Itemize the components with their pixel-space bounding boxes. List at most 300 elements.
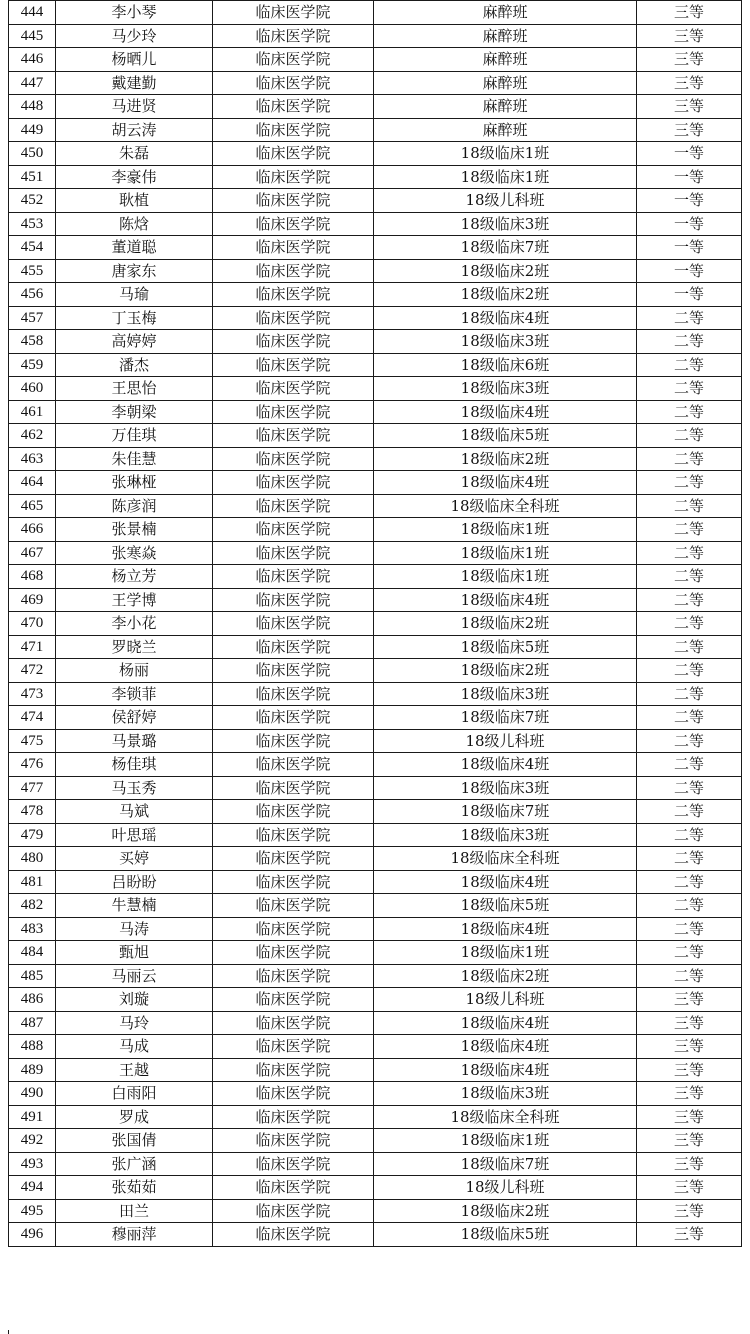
row-number-cell: 489 [9, 1058, 56, 1082]
class-cell: 18级临床1班 [374, 142, 637, 166]
college-cell: 临床医学院 [213, 870, 374, 894]
student-name-cell: 穆丽萍 [56, 1223, 213, 1247]
row-number-cell: 483 [9, 917, 56, 941]
class-cell: 18级临床1班 [374, 518, 637, 542]
table-row [9, 118, 742, 142]
class-cell: 18级临床4班 [374, 1058, 637, 1082]
table-row [9, 71, 742, 95]
table-row [9, 1058, 742, 1082]
award-grade-cell: 二等 [637, 753, 742, 777]
award-grade-cell: 二等 [637, 635, 742, 659]
student-name-cell: 万佳琪 [56, 424, 213, 448]
student-name-cell: 张茹茹 [56, 1176, 213, 1200]
student-name-cell: 朱佳慧 [56, 447, 213, 471]
college-cell: 临床医学院 [213, 400, 374, 424]
student-name-cell: 马进贤 [56, 95, 213, 119]
college-cell: 临床医学院 [213, 377, 374, 401]
table-row [9, 1082, 742, 1106]
table-row [9, 494, 742, 518]
award-grade-cell: 一等 [637, 142, 742, 166]
row-number-cell: 482 [9, 894, 56, 918]
award-grade-cell: 三等 [637, 1082, 742, 1106]
table-row [9, 377, 742, 401]
table-row [9, 612, 742, 636]
college-cell: 临床医学院 [213, 494, 374, 518]
award-grade-cell: 二等 [637, 800, 742, 824]
student-name-cell: 李小琴 [56, 1, 213, 25]
student-name-cell: 买婷 [56, 847, 213, 871]
row-number-cell: 472 [9, 659, 56, 683]
class-cell: 18级临床3班 [374, 330, 637, 354]
student-name-cell: 马斌 [56, 800, 213, 824]
student-name-cell: 王学博 [56, 588, 213, 612]
award-grade-cell: 三等 [637, 1, 742, 25]
student-name-cell: 马玉秀 [56, 776, 213, 800]
award-grade-cell: 二等 [637, 588, 742, 612]
class-cell: 18级临床3班 [374, 377, 637, 401]
award-grade-cell: 一等 [637, 283, 742, 307]
class-cell: 18级临床7班 [374, 706, 637, 730]
table-row [9, 447, 742, 471]
class-cell: 18级临床7班 [374, 1152, 637, 1176]
table-row [9, 518, 742, 542]
student-name-cell: 刘璇 [56, 988, 213, 1012]
college-cell: 临床医学院 [213, 212, 374, 236]
row-number-cell: 478 [9, 800, 56, 824]
class-cell: 18级临床4班 [374, 306, 637, 330]
table-row [9, 588, 742, 612]
class-cell: 18级临床5班 [374, 424, 637, 448]
award-roster-table [8, 0, 742, 1247]
award-grade-cell: 二等 [637, 823, 742, 847]
college-cell: 临床医学院 [213, 142, 374, 166]
row-number-cell: 452 [9, 189, 56, 213]
row-number-cell: 463 [9, 447, 56, 471]
student-name-cell: 李豪伟 [56, 165, 213, 189]
class-cell: 18级临床3班 [374, 823, 637, 847]
award-roster-sheet [8, 0, 736, 1247]
student-name-cell: 王思怡 [56, 377, 213, 401]
table-row [9, 964, 742, 988]
college-cell: 临床医学院 [213, 1199, 374, 1223]
college-cell: 临床医学院 [213, 1129, 374, 1153]
row-number-cell: 464 [9, 471, 56, 495]
row-number-cell: 457 [9, 306, 56, 330]
award-grade-cell: 二等 [637, 964, 742, 988]
class-cell: 麻醉班 [374, 95, 637, 119]
table-row [9, 776, 742, 800]
student-name-cell: 胡云涛 [56, 118, 213, 142]
college-cell: 临床医学院 [213, 330, 374, 354]
student-name-cell: 叶思瑶 [56, 823, 213, 847]
student-name-cell: 朱磊 [56, 142, 213, 166]
college-cell: 临床医学院 [213, 353, 374, 377]
award-grade-cell: 二等 [637, 729, 742, 753]
student-name-cell: 董道聪 [56, 236, 213, 260]
row-number-cell: 467 [9, 541, 56, 565]
college-cell: 临床医学院 [213, 71, 374, 95]
student-name-cell: 张广涵 [56, 1152, 213, 1176]
class-cell: 麻醉班 [374, 71, 637, 95]
college-cell: 临床医学院 [213, 612, 374, 636]
award-grade-cell: 二等 [637, 400, 742, 424]
row-number-cell: 475 [9, 729, 56, 753]
college-cell: 临床医学院 [213, 964, 374, 988]
student-name-cell: 甄旭 [56, 941, 213, 965]
college-cell: 临床医学院 [213, 1035, 374, 1059]
college-cell: 临床医学院 [213, 1082, 374, 1106]
class-cell: 麻醉班 [374, 118, 637, 142]
award-grade-cell: 一等 [637, 189, 742, 213]
table-row [9, 1176, 742, 1200]
table-row [9, 283, 742, 307]
class-cell: 18级临床3班 [374, 1082, 637, 1106]
award-grade-cell: 二等 [637, 471, 742, 495]
award-grade-cell: 三等 [637, 1058, 742, 1082]
student-name-cell: 马少玲 [56, 24, 213, 48]
award-grade-cell: 二等 [637, 565, 742, 589]
table-row [9, 823, 742, 847]
class-cell: 18级临床7班 [374, 236, 637, 260]
row-number-cell: 487 [9, 1011, 56, 1035]
table-row [9, 917, 742, 941]
class-cell: 18级临床2班 [374, 659, 637, 683]
college-cell: 临床医学院 [213, 776, 374, 800]
award-grade-cell: 三等 [637, 71, 742, 95]
award-grade-cell: 二等 [637, 330, 742, 354]
table-row [9, 259, 742, 283]
row-number-cell: 470 [9, 612, 56, 636]
row-number-cell: 494 [9, 1176, 56, 1200]
student-name-cell: 杨佳琪 [56, 753, 213, 777]
class-cell: 18级临床2班 [374, 283, 637, 307]
college-cell: 临床医学院 [213, 118, 374, 142]
student-name-cell: 罗晓兰 [56, 635, 213, 659]
class-cell: 18级儿科班 [374, 189, 637, 213]
class-cell: 18级临床4班 [374, 917, 637, 941]
award-grade-cell: 三等 [637, 95, 742, 119]
class-cell: 18级临床5班 [374, 1223, 637, 1247]
college-cell: 临床医学院 [213, 24, 374, 48]
student-name-cell: 马丽云 [56, 964, 213, 988]
student-name-cell: 张寒焱 [56, 541, 213, 565]
class-cell: 麻醉班 [374, 24, 637, 48]
award-grade-cell: 二等 [637, 870, 742, 894]
student-name-cell: 张琳桠 [56, 471, 213, 495]
table-row [9, 306, 742, 330]
row-number-cell: 496 [9, 1223, 56, 1247]
award-grade-cell: 三等 [637, 1223, 742, 1247]
college-cell: 临床医学院 [213, 800, 374, 824]
college-cell: 临床医学院 [213, 518, 374, 542]
student-name-cell: 白雨阳 [56, 1082, 213, 1106]
row-number-cell: 456 [9, 283, 56, 307]
award-grade-cell: 三等 [637, 118, 742, 142]
student-name-cell: 马涛 [56, 917, 213, 941]
class-cell: 18级临床3班 [374, 212, 637, 236]
table-row [9, 1223, 742, 1247]
class-cell: 18级临床4班 [374, 588, 637, 612]
student-name-cell: 丁玉梅 [56, 306, 213, 330]
row-number-cell: 479 [9, 823, 56, 847]
college-cell: 临床医学院 [213, 682, 374, 706]
college-cell: 临床医学院 [213, 588, 374, 612]
row-number-cell: 447 [9, 71, 56, 95]
table-row [9, 682, 742, 706]
table-row [9, 706, 742, 730]
table-row [9, 1129, 742, 1153]
award-grade-cell: 二等 [637, 447, 742, 471]
row-number-cell: 444 [9, 1, 56, 25]
row-number-cell: 455 [9, 259, 56, 283]
row-number-cell: 474 [9, 706, 56, 730]
class-cell: 18级临床4班 [374, 870, 637, 894]
award-grade-cell: 二等 [637, 847, 742, 871]
table-row [9, 48, 742, 72]
table-row [9, 988, 742, 1012]
row-number-cell: 461 [9, 400, 56, 424]
row-number-cell: 481 [9, 870, 56, 894]
student-name-cell: 马瑜 [56, 283, 213, 307]
class-cell: 18级临床2班 [374, 259, 637, 283]
row-number-cell: 471 [9, 635, 56, 659]
table-row [9, 212, 742, 236]
table-row [9, 1011, 742, 1035]
award-grade-cell: 二等 [637, 706, 742, 730]
student-name-cell: 张景楠 [56, 518, 213, 542]
class-cell: 18级临床1班 [374, 565, 637, 589]
class-cell: 18级临床1班 [374, 541, 637, 565]
award-grade-cell: 三等 [637, 1176, 742, 1200]
class-cell: 18级临床4班 [374, 400, 637, 424]
college-cell: 临床医学院 [213, 259, 374, 283]
table-row [9, 236, 742, 260]
student-name-cell: 李朝梁 [56, 400, 213, 424]
award-grade-cell: 二等 [637, 306, 742, 330]
table-row [9, 1152, 742, 1176]
student-name-cell: 牛慧楠 [56, 894, 213, 918]
row-number-cell: 462 [9, 424, 56, 448]
award-grade-cell: 三等 [637, 1035, 742, 1059]
class-cell: 18级临床7班 [374, 800, 637, 824]
college-cell: 临床医学院 [213, 988, 374, 1012]
college-cell: 临床医学院 [213, 48, 374, 72]
award-grade-cell: 一等 [637, 212, 742, 236]
award-grade-cell: 二等 [637, 941, 742, 965]
class-cell: 18级临床2班 [374, 1199, 637, 1223]
table-row [9, 753, 742, 777]
college-cell: 临床医学院 [213, 917, 374, 941]
table-row [9, 847, 742, 871]
table-row [9, 729, 742, 753]
student-name-cell: 李小花 [56, 612, 213, 636]
table-row [9, 800, 742, 824]
award-grade-cell: 二等 [637, 353, 742, 377]
row-number-cell: 459 [9, 353, 56, 377]
table-continuation-edge [8, 1330, 737, 1334]
class-cell: 18级儿科班 [374, 988, 637, 1012]
student-name-cell: 王越 [56, 1058, 213, 1082]
college-cell: 临床医学院 [213, 1, 374, 25]
table-row [9, 400, 742, 424]
row-number-cell: 476 [9, 753, 56, 777]
table-row [9, 95, 742, 119]
class-cell: 18级临床4班 [374, 1035, 637, 1059]
table-row [9, 471, 742, 495]
college-cell: 临床医学院 [213, 165, 374, 189]
table-row [9, 659, 742, 683]
award-grade-cell: 三等 [637, 1011, 742, 1035]
college-cell: 临床医学院 [213, 894, 374, 918]
class-cell: 麻醉班 [374, 48, 637, 72]
student-name-cell: 高婷婷 [56, 330, 213, 354]
table-row [9, 1035, 742, 1059]
row-number-cell: 445 [9, 24, 56, 48]
college-cell: 临床医学院 [213, 1223, 374, 1247]
student-name-cell: 戴建勤 [56, 71, 213, 95]
college-cell: 临床医学院 [213, 659, 374, 683]
class-cell: 18级临床4班 [374, 753, 637, 777]
class-cell: 18级临床1班 [374, 941, 637, 965]
row-number-cell: 493 [9, 1152, 56, 1176]
college-cell: 临床医学院 [213, 306, 374, 330]
table-row [9, 565, 742, 589]
college-cell: 临床医学院 [213, 283, 374, 307]
college-cell: 临床医学院 [213, 941, 374, 965]
student-name-cell: 马玲 [56, 1011, 213, 1035]
table-row [9, 894, 742, 918]
college-cell: 临床医学院 [213, 1152, 374, 1176]
award-grade-cell: 一等 [637, 259, 742, 283]
award-grade-cell: 三等 [637, 1129, 742, 1153]
row-number-cell: 490 [9, 1082, 56, 1106]
award-grade-cell: 三等 [637, 988, 742, 1012]
award-grade-cell: 二等 [637, 682, 742, 706]
table-row [9, 635, 742, 659]
class-cell: 18级临床3班 [374, 682, 637, 706]
table-row [9, 353, 742, 377]
student-name-cell: 耿植 [56, 189, 213, 213]
class-cell: 18级临床5班 [374, 894, 637, 918]
table-row [9, 165, 742, 189]
college-cell: 临床医学院 [213, 706, 374, 730]
row-number-cell: 495 [9, 1199, 56, 1223]
student-name-cell: 陈彦润 [56, 494, 213, 518]
row-number-cell: 449 [9, 118, 56, 142]
student-name-cell: 李锁菲 [56, 682, 213, 706]
class-cell: 18级临床2班 [374, 964, 637, 988]
row-number-cell: 451 [9, 165, 56, 189]
row-number-cell: 460 [9, 377, 56, 401]
award-grade-cell: 二等 [637, 494, 742, 518]
student-name-cell: 马成 [56, 1035, 213, 1059]
student-name-cell: 张国倩 [56, 1129, 213, 1153]
class-cell: 18级临床2班 [374, 447, 637, 471]
row-number-cell: 468 [9, 565, 56, 589]
award-grade-cell: 二等 [637, 424, 742, 448]
award-grade-cell: 二等 [637, 612, 742, 636]
row-number-cell: 458 [9, 330, 56, 354]
student-name-cell: 罗成 [56, 1105, 213, 1129]
student-name-cell: 马景璐 [56, 729, 213, 753]
table-row [9, 24, 742, 48]
row-number-cell: 469 [9, 588, 56, 612]
table-row [9, 1105, 742, 1129]
class-cell: 18级临床6班 [374, 353, 637, 377]
award-grade-cell: 三等 [637, 1105, 742, 1129]
table-row [9, 142, 742, 166]
student-name-cell: 陈焓 [56, 212, 213, 236]
award-grade-cell: 一等 [637, 165, 742, 189]
college-cell: 临床医学院 [213, 635, 374, 659]
class-cell: 麻醉班 [374, 1, 637, 25]
class-cell: 18级儿科班 [374, 1176, 637, 1200]
table-row [9, 189, 742, 213]
college-cell: 临床医学院 [213, 236, 374, 260]
row-number-cell: 465 [9, 494, 56, 518]
row-number-cell: 448 [9, 95, 56, 119]
row-number-cell: 484 [9, 941, 56, 965]
college-cell: 临床医学院 [213, 1011, 374, 1035]
college-cell: 临床医学院 [213, 565, 374, 589]
roster-body [9, 1, 742, 1247]
row-number-cell: 485 [9, 964, 56, 988]
student-name-cell: 唐家东 [56, 259, 213, 283]
award-grade-cell: 二等 [637, 894, 742, 918]
row-number-cell: 477 [9, 776, 56, 800]
student-name-cell: 吕盼盼 [56, 870, 213, 894]
student-name-cell: 杨立芳 [56, 565, 213, 589]
table-row [9, 330, 742, 354]
college-cell: 临床医学院 [213, 95, 374, 119]
row-number-cell: 446 [9, 48, 56, 72]
college-cell: 临床医学院 [213, 471, 374, 495]
row-number-cell: 450 [9, 142, 56, 166]
student-name-cell: 田兰 [56, 1199, 213, 1223]
row-number-cell: 454 [9, 236, 56, 260]
row-number-cell: 473 [9, 682, 56, 706]
college-cell: 临床医学院 [213, 823, 374, 847]
college-cell: 临床医学院 [213, 1105, 374, 1129]
class-cell: 18级临床4班 [374, 471, 637, 495]
class-cell: 18级临床4班 [374, 1011, 637, 1035]
award-grade-cell: 二等 [637, 541, 742, 565]
table-row [9, 870, 742, 894]
college-cell: 临床医学院 [213, 847, 374, 871]
award-grade-cell: 三等 [637, 1152, 742, 1176]
table-row [9, 424, 742, 448]
college-cell: 临床医学院 [213, 729, 374, 753]
award-grade-cell: 三等 [637, 24, 742, 48]
award-grade-cell: 三等 [637, 1199, 742, 1223]
college-cell: 临床医学院 [213, 1176, 374, 1200]
class-cell: 18级临床1班 [374, 1129, 637, 1153]
college-cell: 临床医学院 [213, 189, 374, 213]
award-grade-cell: 二等 [637, 659, 742, 683]
table-row [9, 941, 742, 965]
row-number-cell: 453 [9, 212, 56, 236]
table-row [9, 1, 742, 25]
student-name-cell: 侯舒婷 [56, 706, 213, 730]
award-grade-cell: 二等 [637, 377, 742, 401]
class-cell: 18级儿科班 [374, 729, 637, 753]
class-cell: 18级临床全科班 [374, 847, 637, 871]
student-name-cell: 杨晒儿 [56, 48, 213, 72]
award-grade-cell: 三等 [637, 48, 742, 72]
row-number-cell: 480 [9, 847, 56, 871]
college-cell: 临床医学院 [213, 424, 374, 448]
student-name-cell: 潘杰 [56, 353, 213, 377]
